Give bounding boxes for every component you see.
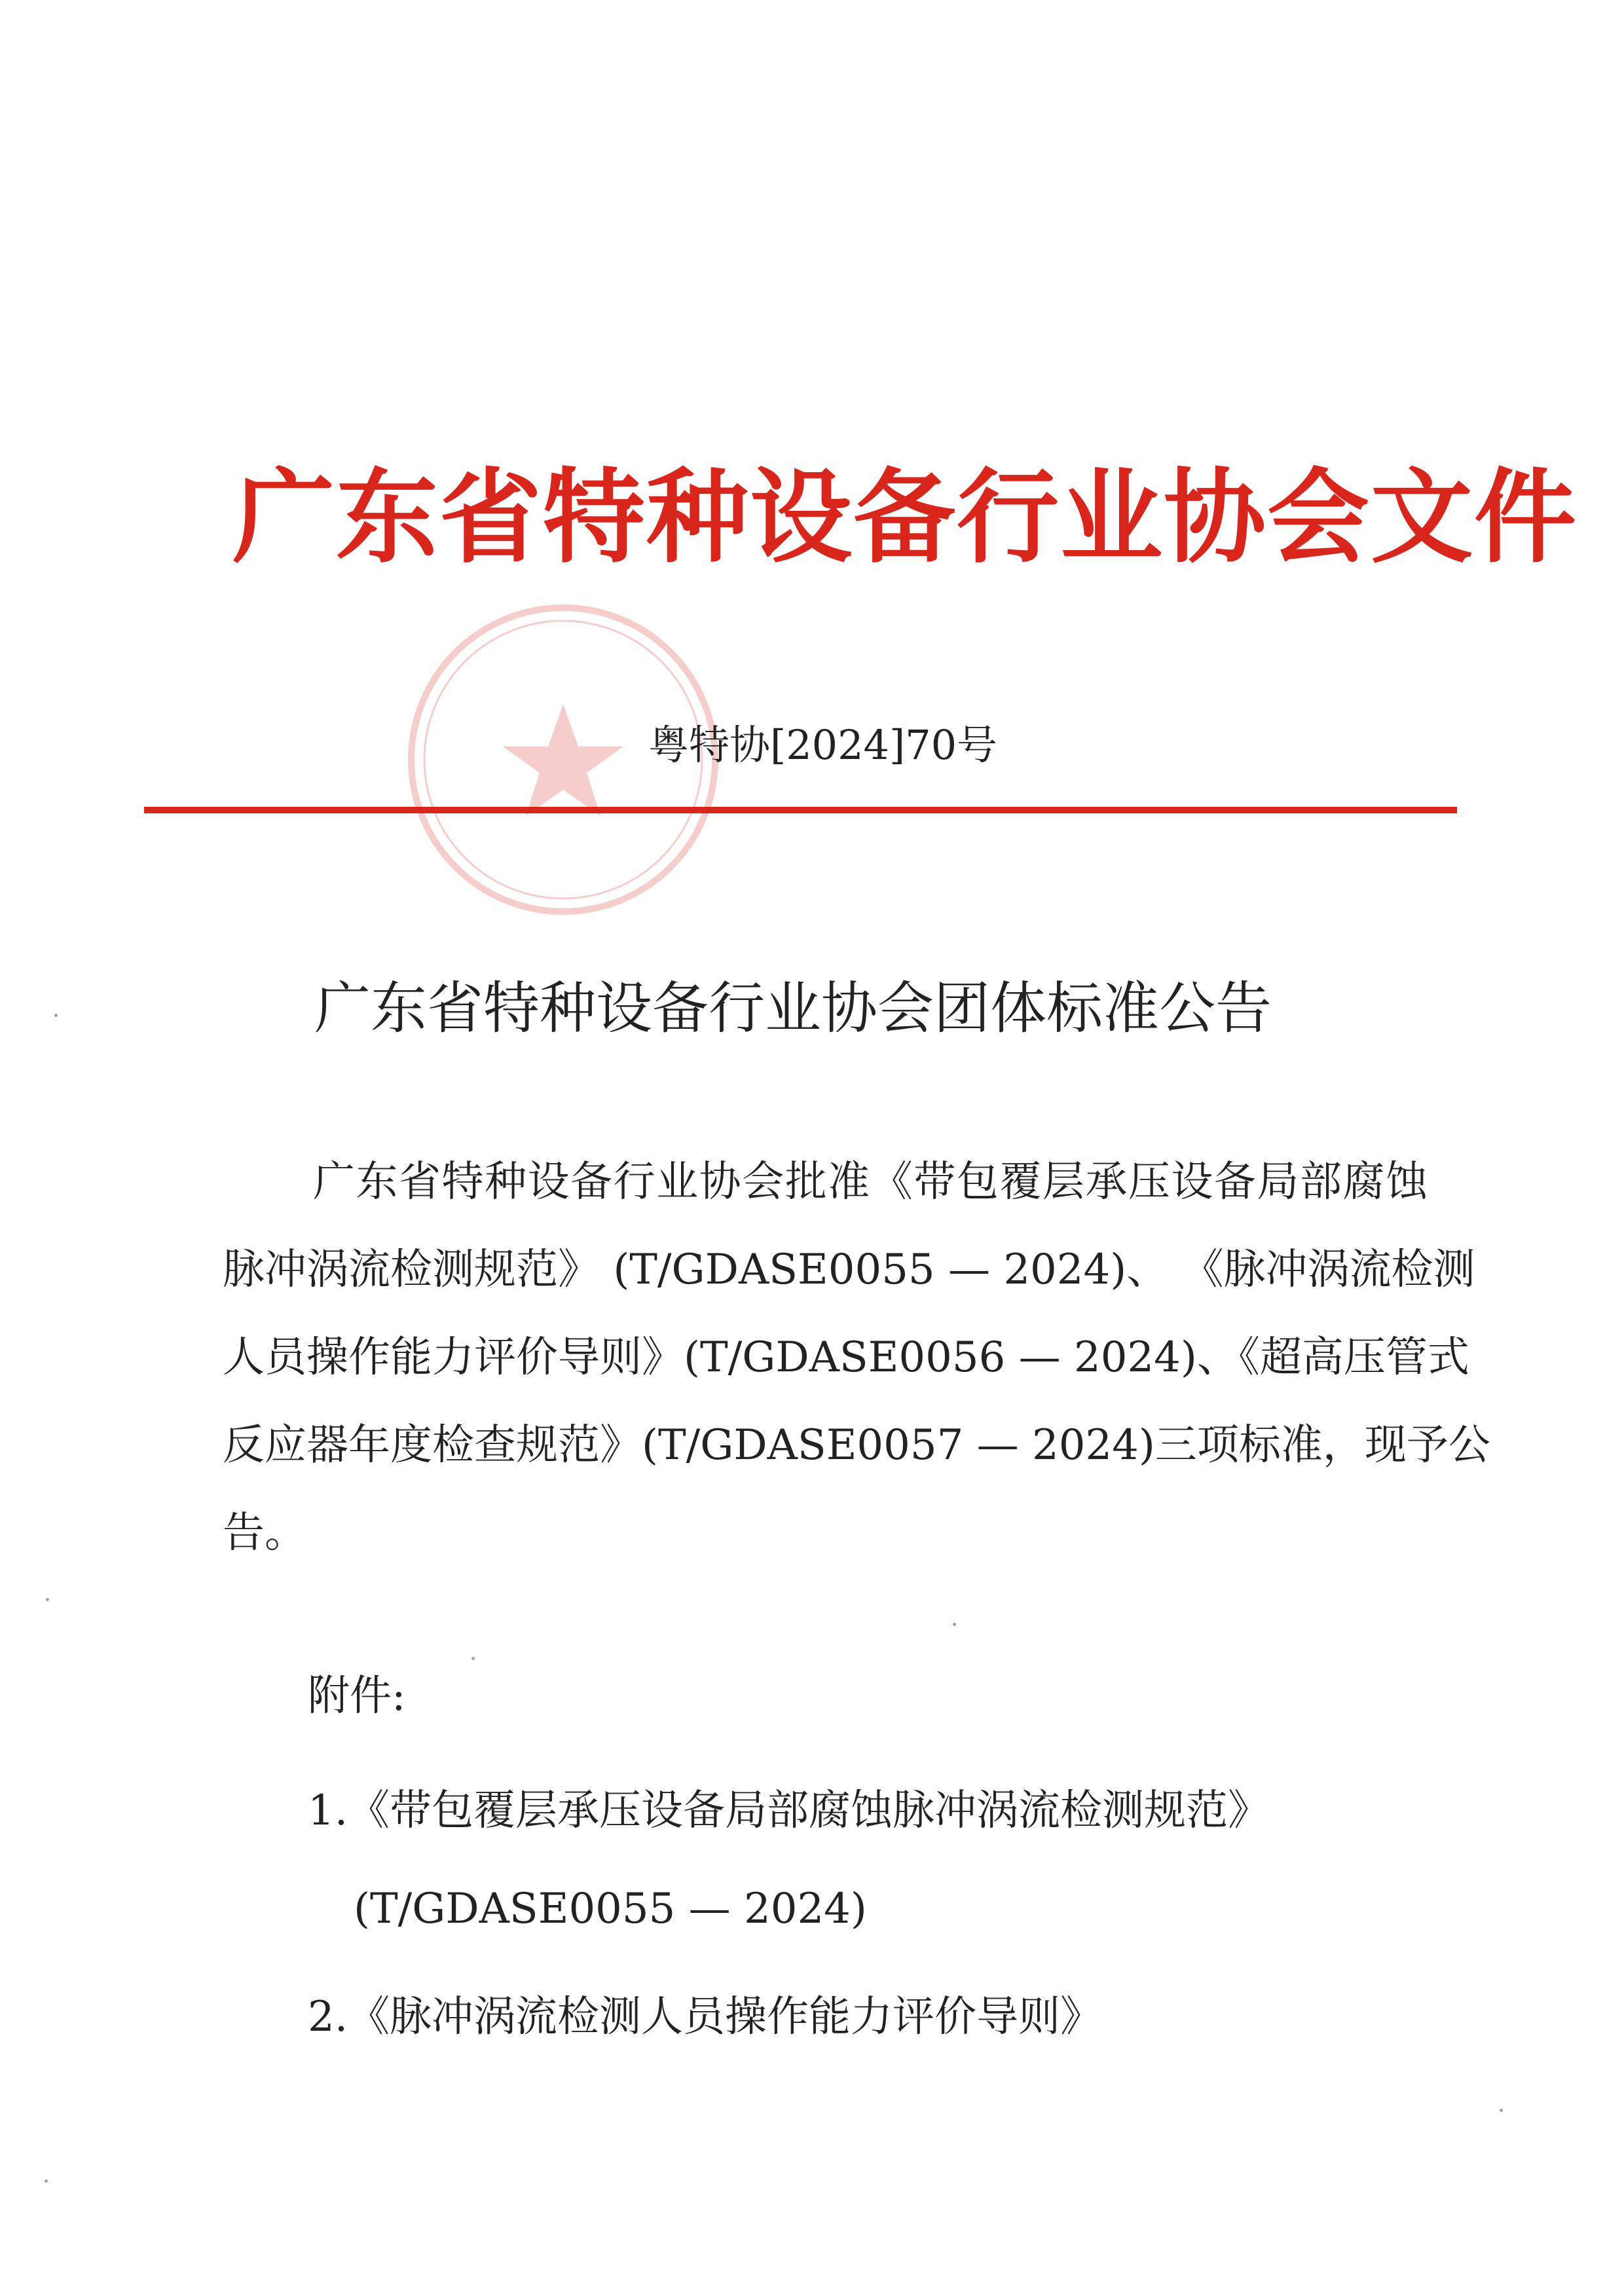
- scan-speck: [1500, 2109, 1503, 2112]
- notice-body-line: 广东省特种设备行业协会批准《带包覆层承压设备局部腐蚀: [313, 1158, 1428, 1206]
- scan-speck: [54, 1014, 58, 1017]
- notice-body-line: 脉冲涡流检测规范》 (T/GDASE0055 — 2024)、 《脉冲涡流检测: [223, 1246, 1475, 1294]
- red-header-title: 广东省特种设备行业协会文件: [232, 458, 1578, 577]
- attachment-item-1-code: (T/GDASE0055 — 2024): [354, 1885, 867, 1933]
- notice-title: 广东省特种设备行业协会团体标准公告: [314, 976, 1272, 1041]
- notice-body-line: 人员操作能力评价导则》(T/GDASE0056 — 2024)、《超高压管式: [223, 1333, 1469, 1382]
- attachment-item-1-title: 1.《带包覆层承压设备局部腐蚀脉冲涡流检测规范》: [308, 1787, 1270, 1835]
- scan-speck: [953, 1623, 956, 1626]
- notice-body: [223, 1138, 1490, 1577]
- scan-speck: [471, 1657, 475, 1660]
- document-number: 粤特协[2024]70号: [648, 721, 998, 769]
- notice-body-line: 告。: [223, 1509, 306, 1557]
- attachment-item-2-title: 2.《脉冲涡流检测人员操作能力评价导则》: [308, 1993, 1103, 2041]
- notice-body-line: 反应器年度检查规范》(T/GDASE0057 — 2024)三项标准，现予公: [223, 1421, 1490, 1470]
- scan-speck: [45, 2179, 48, 2183]
- attachments-label: 附件:: [308, 1672, 406, 1720]
- red-divider-line: [144, 807, 1457, 813]
- scan-speck: [46, 1598, 49, 1601]
